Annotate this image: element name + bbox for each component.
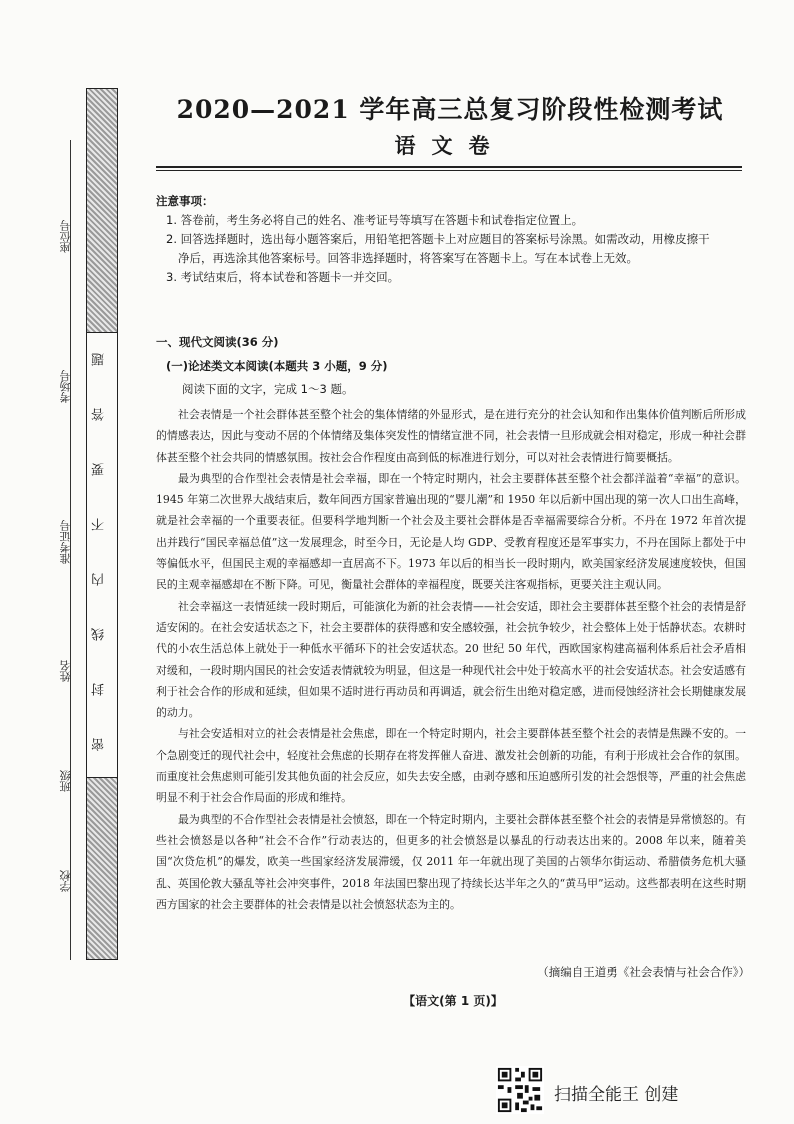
seal-char: 封	[92, 683, 107, 696]
scanner-brand: 扫描全能王 创建	[554, 1085, 679, 1105]
page-number: 【语文(第 1 页)】	[403, 994, 503, 1008]
qr-code-icon	[496, 1066, 544, 1114]
notes-item: 1. 答卷前，考生务必将自己的姓名、准考证号等填写在答题卡和试卷指定位置上。	[166, 213, 584, 227]
label-school: 学校	[59, 870, 72, 892]
binding-margin	[0, 80, 130, 980]
header-rule	[156, 166, 742, 168]
label-exam-room: 考场号	[59, 370, 72, 403]
label-seat-number: 座位号	[59, 220, 72, 253]
reading-instruction: 阅读下面的文字，完成 1～3 题。	[182, 382, 354, 396]
label-ticket-number: 准考证号	[59, 520, 72, 564]
article-paragraph: 最为典型的不合作型社会表情是社会愤怒，即在一个特定时期内，主要社会群体甚至整个社会的表情是异常愤怒的。有些社会愤怒是以各种“社会不合作”行动表达的，但更多的社会愤怒是以暴乱的行动表达出来的。2008 年以来，随着美国“次贷危机”的爆发，欧美一些国家经济发展滞缓，仅 2011 年一年就出现了美国的占领华尔街运动、希腊债务危机大骚乱、英国伦敦大骚乱等社会冲突事件，2018 年法国巴黎出现了持续长达半年之久的“黄马甲”运动。这些都表明在这些时期西方国家的社会主要群体的社会表情是以社会愤怒状态为主的。	[156, 812, 746, 911]
seal-char: 内	[92, 573, 107, 586]
article-paragraph: 与社会安适相对立的社会表情是社会焦虑，即在一个特定时期内，社会主要群体甚至整个社会的表情是焦躁不安的。一个急剧变迁的现代社会中，轻度社会焦虑的长期存在将发挥催人奋进、激发社会创新的功能，有利于形成社会合作的氛围。而重度社会焦虑则可能引发其他负面的社会反应，如失去安全感，由剥夺感和压迫感所引发的社会怨恨等，严重的社会焦虑明显不利于社会合作局面的形成和维持。	[156, 727, 746, 805]
article-paragraph: 最为典型的合作型社会表情是社会幸福，即在一个特定时期内，社会主要群体甚至整个社会都洋溢着“幸福”的意识。1945 年第二次世界大战结束后，数年间西方国家普遍出现的“婴儿潮”和 1950 年以后新中国出现的第一次人口出生高峰，就是社会幸福的一个重要表征。但要科学地判断一个社会及主要社会群体是否幸福需要综合分析。不丹在 1972 年首次提出并践行“国民幸福总值”这一发展理念，时至今日，无论是人均 GDP、受教育程度还是军事实力，不丹在国际上都处于中等偏低水平，但国民主观的幸福感却一直居高不下。1973 年以后的相当长一段时期内，欧美国家经济发展速度较快，但国民的主观幸福感却在不断下降。可见，衡量社会群体的幸福程度，既要关注客观指标，更要关注主观认同。	[156, 471, 746, 592]
notes-item: 3. 考试结束后，将本试卷和答题卡一并交回。	[166, 270, 400, 284]
seal-char: 题	[92, 353, 107, 366]
notes-heading: 注意事项：	[156, 194, 214, 208]
seal-line-notice	[86, 332, 118, 778]
seal-char: 要	[92, 463, 107, 476]
seal-char: 密	[92, 738, 107, 751]
label-class: 班级	[59, 770, 72, 792]
exam-title: 2020—2021 学年高三总复习阶段性检测考试	[176, 95, 724, 124]
subsection-title: (一)论述类文本阅读(本题共 3 小题，9 分)	[166, 359, 388, 373]
notes-item: 2. 回答选择题时，选出每小题答案后，用铅笔把答题卡上对应题目的答案标号涂黑。如需改动，用橡皮擦干净后，再选涂其他答案标号。回答非选择题时，将答案写在答题卡上。写在本试卷上无效。	[166, 232, 710, 265]
seal-char: 线	[92, 628, 107, 641]
header-rule-thin	[156, 170, 742, 171]
label-name: 姓名	[59, 660, 72, 682]
article-paragraph: 社会表情是一个社会群体甚至整个社会的集体情绪的外显形式，是在进行充分的社会认知和作出集体价值判断后所形成的情感表达，因此与变动不居的个体情绪及集体突发性的情绪宣泄不同，社会表情一旦形成就会相对稳定，形成一种社会群体甚至整个社会共同的情感氛围。按社会合作程度由高到低的标准进行划分，可以对社会表情进行简要概括。	[156, 408, 746, 464]
article-paragraph: 社会幸福这一表情延续一段时期后，可能演化为新的社会表情——社会安适，即社会主要群体甚至整个社会的表情是舒适安闲的。在社会安适状态之下，社会主要群体的获得感和安全感较强，社会抗争较少，社会整体上处于恬静状态。农耕时代的小农生活总体上就处于一种低水平循环下的社会安适状态。20 世纪 50 年代，西欧国家构建高福利体系后社会矛盾相对缓和，一段时期内国民的社会安适表情就较为明显，但这是一种现代社会中处于较高水平的社会安适状态。社会安适感有利于社会合作的形成和延续，但如果不适时进行再动员和再调适，就会衍生出绝对稳定感，进而侵蚀经济社会长期健康发展的动力。	[156, 599, 746, 720]
exam-notes	[156, 192, 716, 287]
section-title: 一、现代文阅读(36 分)	[156, 335, 279, 349]
article-source: （摘编自王道勇《社会表情与社会合作》）	[537, 965, 750, 979]
seal-char: 不	[92, 518, 107, 531]
exam-subtitle: 语文卷	[394, 133, 506, 158]
seal-char: 答	[92, 408, 107, 421]
article-body	[156, 404, 746, 915]
